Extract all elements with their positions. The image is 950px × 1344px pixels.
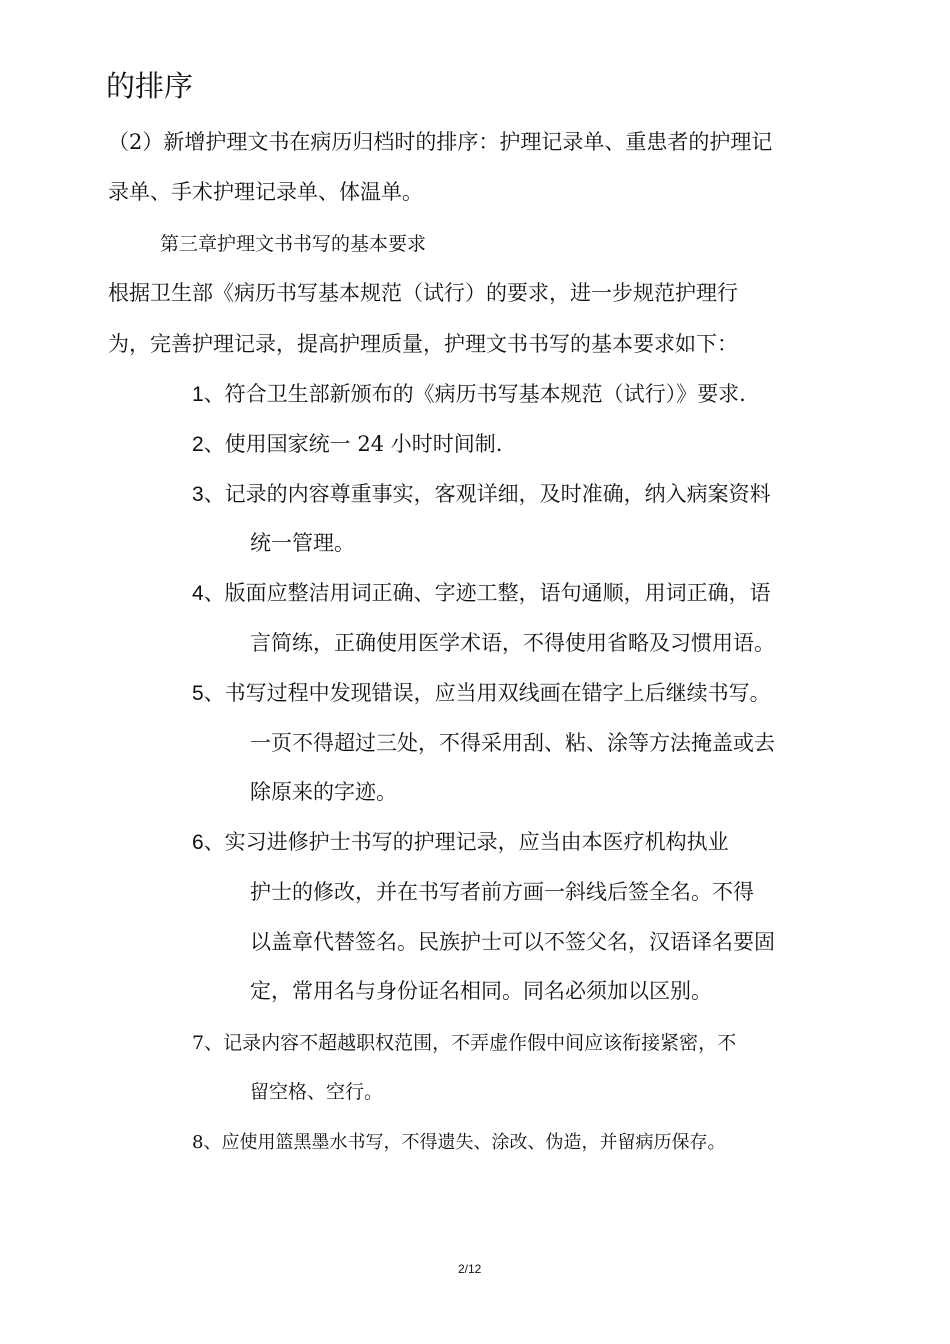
- list-item-2: [192, 428, 502, 458]
- list-item-4: [192, 577, 771, 607]
- list-item-7-continuation: 留空格、空行。: [250, 1081, 384, 1103]
- list-item-text: 、书写过程中发现错误，应当用双线画在错字上后继续书写。: [203, 681, 771, 705]
- list-item-number: 2: [192, 433, 204, 456]
- list-item-text: 、使用国家统一 24 小时时间制.: [203, 432, 503, 456]
- list-item-3-continuation: 统一管理。: [250, 531, 355, 555]
- list-item-6: [192, 826, 729, 856]
- paragraph-2-line-1: （2）新增护理文书在病历归档时的排序：护理记录单、重患者的护理记: [108, 130, 773, 154]
- list-item-5-continuation-1: 一页不得超过三处，不得采用刮、粘、涂等方法掩盖或去: [250, 731, 775, 755]
- list-item-text: 、实习进修护士书写的护理记录，应当由本医疗机构执业: [203, 830, 729, 854]
- list-item-text: 、符合卫生部新颁布的《病历书写基本规范（试行）》要求.: [203, 382, 746, 406]
- intro-line-1: 根据卫生部《病历书写基本规范（试行）的要求，进一步规范护理行: [108, 281, 738, 305]
- list-item-number: 5: [192, 682, 204, 705]
- list-item-5: [192, 677, 771, 707]
- list-item-number: 1: [192, 383, 204, 406]
- list-item-4-continuation: 言简练，正确使用医学术语，不得使用省略及习惯用语。: [250, 631, 775, 655]
- heading-continuation: 的排序: [106, 69, 194, 103]
- list-item-6-continuation-2: 以盖章代替签名。民族护士可以不签父名，汉语译名要固: [250, 930, 775, 954]
- list-item-6-continuation-3: 定，常用名与身份证名相同。同名必须加以区别。: [250, 979, 712, 1003]
- list-item-number: 3: [192, 483, 204, 506]
- paragraph-2-line-2: 录单、手术护理记录单、体温单。: [108, 180, 423, 204]
- list-item-1: [192, 378, 746, 408]
- list-item-number: 7: [192, 1032, 205, 1054]
- page-number: 2/12: [458, 1262, 482, 1276]
- list-item-number: 6: [192, 831, 204, 854]
- list-item-3: [192, 478, 771, 508]
- list-item-text: 、版面应整洁用词正确、字迹工整，语句通顺，用词正确，语: [203, 581, 771, 605]
- list-item-7: [192, 1028, 736, 1055]
- list-item-number: 8: [192, 1132, 204, 1153]
- chapter-title: 第三章护理文书书写的基本要求: [160, 233, 427, 255]
- list-item-text: 、记录内容不超越职权范围，不弄虚作假中间应该衔接紧密，不: [204, 1032, 737, 1054]
- list-item-text: 、应使用篮黑墨水书写，不得遗失、涂改、伪造，并留病历保存。: [203, 1132, 726, 1153]
- list-item-text: 、记录的内容尊重事实，客观详细，及时准确，纳入病案资料: [203, 482, 771, 506]
- list-item-8: [192, 1128, 725, 1154]
- list-item-number: 4: [192, 582, 204, 605]
- list-item-6-continuation-1: 护士的修改，并在书写者前方画一斜线后签全名。不得: [250, 880, 754, 904]
- list-item-5-continuation-2: 除原来的字迹。: [250, 780, 397, 804]
- intro-line-2: 为，完善护理记录，提高护理质量，护理文书书写的基本要求如下：: [108, 332, 738, 356]
